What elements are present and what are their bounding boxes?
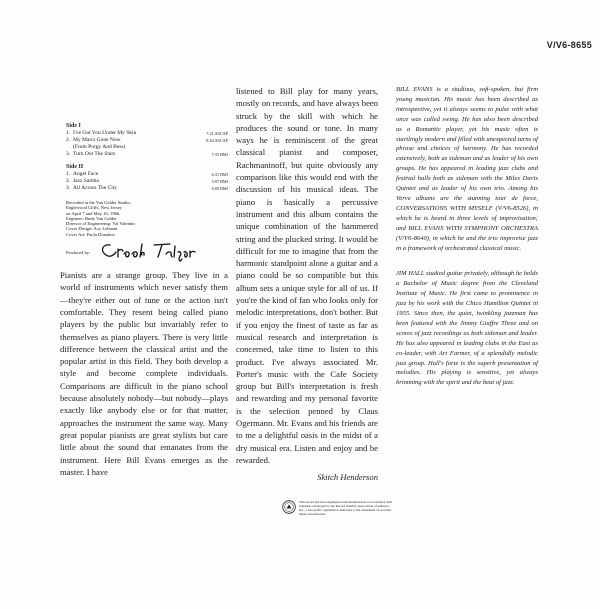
- bill-evans-bio: BILL EVANS is a studious, soft-spoken, but firm young musician. His music has been described as introspective, yet it always seems to pulse with what once was called swing. He has also been described as a Romantic player, yet his music often is startlingly modern and filled with unexpected turns of phrase and choices of harmony. He has recorded extensively, both as sideman and as leader of his own groups. He has appeared in leading jazz clubs and festival halls both as sideman with the Miles Davis Quintet and as leader of his own trio. Among his Verve albums are the stunning tour de force, CONVERSATIONS WITH MYSELF (V/V6-8526), in which he is heard in three levels of improvisation; and BILL EVANS WITH SYMPHONY ORCHESTRA (V/V6-8640), in which he and the trio improvise jazz in a framework of orchestrated classical music.: [396, 86, 538, 252]
- track-item: [66, 171, 228, 178]
- credit-line: Director of Engineering: Val Valentin: [66, 221, 135, 227]
- track-name: Jazz Samba: [73, 178, 99, 184]
- track-item: [66, 130, 228, 137]
- track-name: My Man's Gone Now: [73, 137, 121, 143]
- side-1-title: Side I: [66, 123, 81, 129]
- track-info: 8:44 ASCAP: [206, 138, 228, 143]
- track-number: 2.: [66, 178, 71, 184]
- track-name-block: [73, 137, 204, 151]
- track-number: 2.: [66, 137, 71, 143]
- track-number: 3.: [66, 151, 71, 157]
- producer-label: Produced by:: [66, 249, 91, 255]
- track-subtitle: (From Porgy And Bess): [73, 144, 126, 150]
- track-name: I've Got You Under My Skin: [73, 130, 137, 136]
- riaa-notice: [282, 500, 392, 516]
- credit-line: Recorded at the Van Gelder Studio,: [66, 200, 131, 205]
- essay-text: Pianists are a strange group. They live in a world of instruments which never satisfy them—they're either out of tune or the action isn't comfortable. They resent being called piano players by the public but invariably refer to themselves as piano players. There is very little difference between the classical artist and the popular artist in this field. They both develop a style and become complete individuals. Comparisons are difficult in the piano school because absolutely nobody—but nobody—plays exactly like anybody else or for that matter, approaches the instrument the same way. Many great popular pianists are great stylists but care little about the sound that emanates from the instrument. Here Bill Evans emerges as the master. I have: [60, 270, 228, 477]
- riaa-notice-text: This record has been engineered and manufactured in accordance with standards developed by the Record Industry Association of America, Inc., a non-profit organization dedicated to the betterment of recorded music and literature.: [299, 500, 392, 516]
- essay-text: listened to Bill play for many years, mostly on records, and have always been struck by the skill with which he produces the sound or tone. In many ways he is reminiscent of the great classical pianist and composer, Rachmaninoff, but quite obviously any comparison like this would end with the discussion of his musical ideas. The piano is basically a percussive instrument and this album contains the unique combination of the hammered string and the plucked string. It would be difficult for me to imagine that from the harmonic standpoint alone a guitar and a piano could be so compatible but this album sets a unique style for all of us. If you're the kind of fan who looks only for melodic interpretations, don't bother. But if you enjoy the finest of taste as far as musical research and interpretation is concerned, take time to listen to this product. I've always associated Mr. Porter's music with the Cafe Society group but Bill's interpretation is fresh and rewarding and my personal favorite is the selection penned by Claus Ogermann. Mr. Evans and his friends are to me a delightful oasis in the midst of a dry musical era. Listen and enjoy and be rewarded.: [236, 86, 378, 465]
- track-info: 7:35 BMI: [211, 152, 228, 157]
- catalog-number: V/V6-8655: [546, 40, 592, 50]
- track-number: 1.: [66, 130, 71, 136]
- track-info: 5:07 BMI: [211, 179, 228, 184]
- middle-column: [236, 85, 378, 482]
- riaa-seal-icon: [282, 500, 296, 514]
- track-item: [66, 151, 228, 158]
- track-info: 6:31 BMI: [211, 172, 228, 177]
- track-number: 3.: [66, 185, 71, 191]
- essay-signoff: Skitch Henderson: [317, 472, 378, 483]
- producer-signature-icon: [96, 241, 196, 263]
- track-info: 6:00 BMI: [211, 186, 228, 191]
- jim-hall-bio: JIM HALL studied guitar privately, although he holds a Bachelor of Music degree from the Cleveland Institute of Music. He first came to prominence in jazz by his work with the Chico Hamilton Quintet in 1955. Since then, the quiet, twinkling jazzman has been featured with the Jimmy Giuffre Three and on scores of jazz recordings as both sideman and leader. He has also appeared in leading clubs in the East as co-leader, with Art Farmer, of a splendidly melodic jazz group. Hall's forte is the superb presentation of melodies. His playing is sensitive, yet always brimming with the spirit and the beat of jazz.: [396, 270, 539, 387]
- track-name: All Across The City: [73, 185, 118, 191]
- credit-line: on April 7 and May 10, 1966.: [66, 210, 121, 216]
- track-item: [66, 185, 228, 192]
- track-info: 7:21 ASCAP: [206, 131, 228, 136]
- track-item: [66, 178, 228, 185]
- track-number: 1.: [66, 171, 71, 177]
- track-name: Angel Face: [73, 171, 99, 177]
- track-item: [66, 137, 228, 151]
- credit-line: Engineer: Rudy Van Gelder: [66, 215, 117, 221]
- producer-credit: [66, 241, 228, 263]
- credit-line: Englewood Cliffs, New Jersey: [66, 205, 123, 211]
- side-2-title: Side II: [66, 164, 84, 170]
- right-column: [396, 85, 538, 388]
- recording-credits: [66, 200, 228, 237]
- credit-line: Cover Design: Acy Lehman: [66, 226, 118, 232]
- credit-line: Cover Art: Paola Donahue: [66, 231, 115, 237]
- left-column: [60, 120, 228, 478]
- track-name: Turn Out The Stars: [73, 151, 116, 157]
